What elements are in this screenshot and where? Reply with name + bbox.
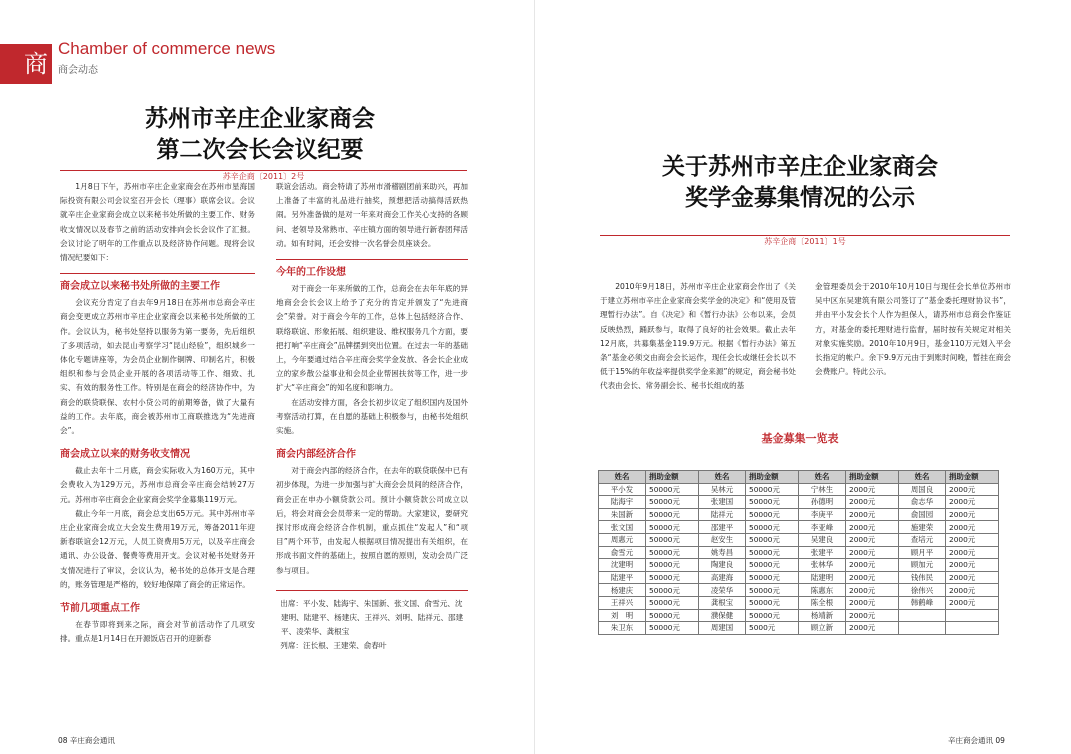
name-cell: 高建海 bbox=[699, 571, 746, 584]
amount-cell: 2000元 bbox=[946, 483, 999, 496]
amount-cell: 50000元 bbox=[746, 508, 799, 521]
table-row bbox=[599, 584, 999, 597]
name-cell: 韩鹤峰 bbox=[899, 596, 946, 609]
amount-cell: 50000元 bbox=[646, 622, 699, 635]
amount-cell: 50000元 bbox=[646, 496, 699, 509]
name-cell: 陈惠东 bbox=[799, 584, 846, 597]
table-header-row bbox=[599, 471, 999, 484]
amount-cell: 2000元 bbox=[946, 584, 999, 597]
amount-cell: 2000元 bbox=[946, 496, 999, 509]
left-section-2-p1: 截止去年十二月底，商会实际收入为160万元，其中会费收入为129万元，苏州市总商会辛庄商会结转27万元。苏州市辛庄商会企业家商会奖学金募集119万元。 bbox=[60, 466, 255, 504]
amount-cell: 50000元 bbox=[646, 584, 699, 597]
magazine-title: Chamber of commerce news bbox=[58, 39, 276, 58]
amount-cell: 50000元 bbox=[646, 609, 699, 622]
right-article-title bbox=[600, 152, 1000, 214]
name-cell: 姓名 bbox=[799, 471, 846, 484]
name-cell: 赵安生 bbox=[699, 533, 746, 546]
name-cell: 凌荣华 bbox=[699, 584, 746, 597]
amount-cell: 2000元 bbox=[846, 571, 899, 584]
amount-cell: 2000元 bbox=[846, 609, 899, 622]
amount-cell: 50000元 bbox=[746, 483, 799, 496]
amount-cell: 2000元 bbox=[946, 546, 999, 559]
amount-cell: 50000元 bbox=[646, 571, 699, 584]
amount-cell: 50000元 bbox=[646, 483, 699, 496]
amount-cell: 2000元 bbox=[846, 496, 899, 509]
amount-cell: 50000元 bbox=[646, 521, 699, 534]
left-article-title bbox=[60, 104, 460, 166]
page-spine bbox=[534, 0, 535, 754]
left-col2-divider bbox=[276, 259, 468, 260]
name-cell: 俞志华 bbox=[899, 496, 946, 509]
name-cell: 周建国 bbox=[699, 622, 746, 635]
amount-cell: 2000元 bbox=[946, 571, 999, 584]
amount-cell: 50000元 bbox=[746, 609, 799, 622]
left-section-5-body: 对于商会内部的经济合作，在去年的联贷联保中已有初步体现，为进一步加强与扩大商会会员间的经济合作，商会正在申办小额贷款公司。预计小额贷款公司成立以后，将会对商会会员带来一定的帮助。大家建议，要研究探讨形成商会经济合作机制，重点抓住“发起人”和“项目”两个环节，由发起人根据项目情况提出有关组织，在形成书面文件的基础上，按照自愿的原则，发动会员广泛参与项目。 bbox=[276, 466, 468, 575]
name-cell: 吴林元 bbox=[699, 483, 746, 496]
name-cell: 王祥兴 bbox=[599, 596, 646, 609]
table-row bbox=[599, 496, 999, 509]
amount-cell: 50000元 bbox=[746, 533, 799, 546]
amount-cell: 2000元 bbox=[946, 508, 999, 521]
name-cell: 钱伟民 bbox=[899, 571, 946, 584]
name-cell: 孙德明 bbox=[799, 496, 846, 509]
left-column-2 bbox=[276, 180, 468, 654]
name-cell: 陆建明 bbox=[799, 571, 846, 584]
name-cell: 濮保健 bbox=[699, 609, 746, 622]
left-attend-divider bbox=[276, 590, 468, 591]
left-section-4-title: 今年的工作设想 bbox=[276, 267, 346, 279]
amount-cell: 2000元 bbox=[946, 521, 999, 534]
table-row bbox=[599, 521, 999, 534]
name-cell: 陆海宇 bbox=[599, 496, 646, 509]
list-names: 汪长根、王建荣、俞春叶 bbox=[303, 641, 387, 651]
attend-label: 出席： bbox=[280, 598, 304, 608]
right-col1-text: 2010年9月18日，苏州市辛庄企业家商会作出了《关于建立苏州市辛庄企业家商会奖学金的决定》和“使用及管理暂行办法”。自《决定》和《暂行办法》公布以来，会员反映热烈，踊跃参与，取得了良好的社会效果。截止去年12月底，共募集基金119.9万元。根据《暂行办法》第五条“基金必须交由商会会长运作，现任会长或继任会长以不低于15%的年收益率提供奖学金来源”的规定，商会秘书处代表由会长、常务副会长、秘书长组成的基 bbox=[600, 282, 796, 391]
amount-cell: 2000元 bbox=[846, 559, 899, 572]
left-section-3-body: 在春节即将到来之际，商会对节前活动作了几项安排。重点是1月14日在开源饭店召开的迎新春 bbox=[60, 620, 255, 644]
left-doc-number: 苏辛企商〔2011〕2号 bbox=[220, 172, 307, 181]
observers bbox=[276, 639, 468, 653]
amount-cell: 2000元 bbox=[846, 584, 899, 597]
right-col2-text: 金管理委员会于2010年10月10日与现任会长单位苏州市吴中区东吴建筑有限公司签订了“基金委托理财协议书”，并由平小发会长个人作为担保人，请苏州市总商会作鉴证方，对基金的委托理财进行监督，届时按有关规定对相关对象实施奖励。2010年10月9日，基金110万元划入平会长指定的帐户。余下9.9万元由于到账时间晚，暂挂在商会会费账户。特此公示。 bbox=[815, 282, 1011, 377]
magazine-subtitle: 商会动态 bbox=[58, 65, 98, 76]
amount-cell: 2000元 bbox=[846, 508, 899, 521]
name-cell: 宁林生 bbox=[799, 483, 846, 496]
right-doc-number-wrap bbox=[600, 229, 1010, 248]
name-cell: 杨建庆 bbox=[599, 584, 646, 597]
amount-cell: 捐助金额 bbox=[946, 471, 999, 484]
name-cell: 刘 明 bbox=[599, 609, 646, 622]
name-cell: 陶建良 bbox=[699, 559, 746, 572]
name-cell: 张文国 bbox=[599, 521, 646, 534]
amount-cell: 50000元 bbox=[646, 508, 699, 521]
name-cell: 顾立新 bbox=[799, 622, 846, 635]
amount-cell: 50000元 bbox=[646, 533, 699, 546]
table-row bbox=[599, 559, 999, 572]
left-section-4-p2: 在活动安排方面，各会长初步议定了组织国内及国外考察活动打算，在自愿的基础上积极参与，由秘书处组织实施。 bbox=[276, 397, 468, 436]
amount-cell: 50000元 bbox=[746, 584, 799, 597]
amount-cell: 2000元 bbox=[846, 521, 899, 534]
name-cell: 吴建良 bbox=[799, 533, 846, 546]
table-row bbox=[599, 546, 999, 559]
name-cell: 龚根宝 bbox=[699, 596, 746, 609]
amount-cell: 50000元 bbox=[746, 521, 799, 534]
name-cell: 杨靖新 bbox=[799, 609, 846, 622]
attend-names: 平小发、陆海宇、朱国新、张文国、俞雪元、沈建明、陆建平、杨建庆、王祥兴、刘明、陆祥元、邵建平、凌荣华、龚根宝 bbox=[281, 598, 464, 637]
name-cell: 查培元 bbox=[899, 533, 946, 546]
name-cell: 朱卫东 bbox=[599, 622, 646, 635]
footer-right: 辛庄商会通讯 09 bbox=[948, 736, 1005, 745]
left-col2-top: 联谊会活动。商会特请了苏州市滑稽剧团前来助兴，再加上准备了丰富的礼品进行抽奖，预想把活动搞得活跃热闹。另外准备做的是对一年来对商会工作关心支持的各顾问、老领导及常熟市、辛庄镇方面的领导进行新春团拜活动。如有时间，还会安排一次名誉会员座谈会。 bbox=[276, 182, 468, 248]
name-cell: 俞国园 bbox=[899, 508, 946, 521]
table-row bbox=[599, 571, 999, 584]
name-cell: 李亚峰 bbox=[799, 521, 846, 534]
amount-cell: 50000元 bbox=[646, 596, 699, 609]
name-cell: 陆建平 bbox=[599, 571, 646, 584]
amount-cell bbox=[946, 622, 999, 635]
right-title-line1: 关于苏州市辛庄企业家商会 bbox=[662, 154, 938, 180]
name-cell: 张林华 bbox=[799, 559, 846, 572]
amount-cell: 2000元 bbox=[946, 596, 999, 609]
amount-cell: 2000元 bbox=[946, 559, 999, 572]
amount-cell: 50000元 bbox=[646, 559, 699, 572]
amount-cell: 捐助金额 bbox=[646, 471, 699, 484]
left-column-1 bbox=[60, 180, 255, 646]
left-divider bbox=[60, 273, 255, 274]
name-cell: 顾加元 bbox=[899, 559, 946, 572]
name-cell: 姓名 bbox=[599, 471, 646, 484]
amount-cell: 2000元 bbox=[846, 533, 899, 546]
fund-table bbox=[598, 470, 999, 635]
name-cell: 施建荣 bbox=[899, 521, 946, 534]
table-row bbox=[599, 596, 999, 609]
amount-cell: 50000元 bbox=[646, 546, 699, 559]
amount-cell: 50000元 bbox=[746, 559, 799, 572]
name-cell: 张建平 bbox=[799, 546, 846, 559]
name-cell: 周惠元 bbox=[599, 533, 646, 546]
left-section-2-title: 商会成立以来的财务收支情况 bbox=[60, 449, 190, 461]
name-cell: 姓名 bbox=[899, 471, 946, 484]
amount-cell: 2000元 bbox=[846, 596, 899, 609]
table-row bbox=[599, 533, 999, 546]
amount-cell: 捐助金额 bbox=[846, 471, 899, 484]
table-row bbox=[599, 609, 999, 622]
right-column-1 bbox=[600, 280, 796, 394]
table-row bbox=[599, 508, 999, 521]
right-doc-number: 苏辛企商〔2011〕1号 bbox=[761, 237, 848, 246]
name-cell: 俞雪元 bbox=[599, 546, 646, 559]
footer-left: 08 辛庄商会通讯 bbox=[58, 736, 115, 745]
left-intro: 1月8日下午，苏州市辛庄企业家商会在苏州市星海国际投资有限公司会议室召开会长（理事）联席会议。会议就辛庄企业家商会成立以来秘书处所做的主要工作、财务收支情况以及春节之前的活动安排向会长会议作了汇报。会议讨论了明年的工作重点以及经济协作问题。现将会议情况纪要如下： bbox=[60, 182, 255, 263]
amount-cell: 50000元 bbox=[746, 546, 799, 559]
left-section-4-p1: 对于商会一年来所做的工作，总商会在去年年底的异地商会会长会议上给予了充分的肯定并颁发了“先进商会”荣誉。对于商会今年的工作，总体上包括经济合作、联络联谊、形象拓展、组织建设、维权服务几个方面，要把打响“辛庄商会”品牌摆到突出位置。在过去一年的基础上，今年要通过结合辛庄商会奖学金发放、各会长企业成立的家乡散公益事业和会员企业帮困扶贫等工作，进一步扩大“辛庄商会”的知名度和影响力。 bbox=[276, 284, 468, 393]
left-title-line1: 苏州市辛庄企业家商会 bbox=[145, 106, 375, 132]
attendees bbox=[276, 597, 468, 640]
name-cell: 朱国新 bbox=[599, 508, 646, 521]
name-cell: 徐伟兴 bbox=[899, 584, 946, 597]
name-cell: 沈建明 bbox=[599, 559, 646, 572]
name-cell: 李庚平 bbox=[799, 508, 846, 521]
name-cell: 陆祥元 bbox=[699, 508, 746, 521]
amount-cell: 2000元 bbox=[946, 533, 999, 546]
amount-cell: 50000元 bbox=[746, 571, 799, 584]
amount-cell: 50000元 bbox=[746, 496, 799, 509]
name-cell: 姓名 bbox=[699, 471, 746, 484]
name-cell: 张建国 bbox=[699, 496, 746, 509]
amount-cell: 5000元 bbox=[746, 622, 799, 635]
name-cell: 姚寿昌 bbox=[699, 546, 746, 559]
left-section-3-title: 节前几项重点工作 bbox=[60, 603, 140, 615]
name-cell: 邵建平 bbox=[699, 521, 746, 534]
amount-cell: 2000元 bbox=[846, 622, 899, 635]
magazine-mark: 商 bbox=[0, 44, 52, 84]
right-title-line2: 奖学金募集情况的公示 bbox=[685, 185, 915, 211]
amount-cell: 2000元 bbox=[846, 483, 899, 496]
name-cell bbox=[899, 609, 946, 622]
name-cell: 顾月平 bbox=[899, 546, 946, 559]
left-section-1-body: 会议充分肯定了自去年9月18日在苏州市总商会辛庄商会变更成立苏州市辛庄企业家商会以来秘书处所做的工作。会议认为，秘书处坚持以服务为第一要务，先后组织了多项活动，如去昆山考察学习“昆山经验”，组织城乡一体化专题讲座等，为会员企业制作铜牌、印制名片，积极组织和参与会员企业开展的各项活动等工作、细致、扎实、有效的服务性工作。特别是在商会的经济协作中，为商会的联贷联保、农村小贷公司的前期筹备，做了大量有益的工作。去年底，商会被苏州市工商联推选为“先进商会”。 bbox=[60, 298, 255, 436]
table-row bbox=[599, 483, 999, 496]
left-title-line2: 第二次会长会议纪要 bbox=[156, 137, 364, 163]
name-cell: 陈全根 bbox=[799, 596, 846, 609]
list-label: 列席： bbox=[280, 641, 304, 651]
amount-cell: 捐助金额 bbox=[746, 471, 799, 484]
fund-table-title: 基金募集一览表 bbox=[761, 432, 839, 445]
right-column-2 bbox=[815, 280, 1011, 379]
left-section-1-title: 商会成立以来秘书处所做的主要工作 bbox=[60, 281, 220, 293]
left-section-2-p2: 截止今年一月底，商会总支出65万元。其中苏州市辛庄企业家商会成立大会发生费用19万元，筹备2011年迎新春联谊会12万元，人员工资费用5万元，以及辛庄商会通讯、办公设备、餐费等费用开支。会议对秘书处财务开支情况进行了审议，会议认为，秘书处的总体开支是合理的，账务管理是严格的，较好地保障了商会的正常运作。 bbox=[60, 508, 255, 589]
name-cell: 周国良 bbox=[899, 483, 946, 496]
amount-cell: 50000元 bbox=[746, 596, 799, 609]
name-cell bbox=[899, 622, 946, 635]
name-cell: 平小发 bbox=[599, 483, 646, 496]
amount-cell bbox=[946, 609, 999, 622]
left-section-5-title: 商会内部经济合作 bbox=[276, 449, 356, 461]
fund-table-wrap bbox=[598, 470, 999, 635]
table-row bbox=[599, 622, 999, 635]
amount-cell: 2000元 bbox=[846, 546, 899, 559]
